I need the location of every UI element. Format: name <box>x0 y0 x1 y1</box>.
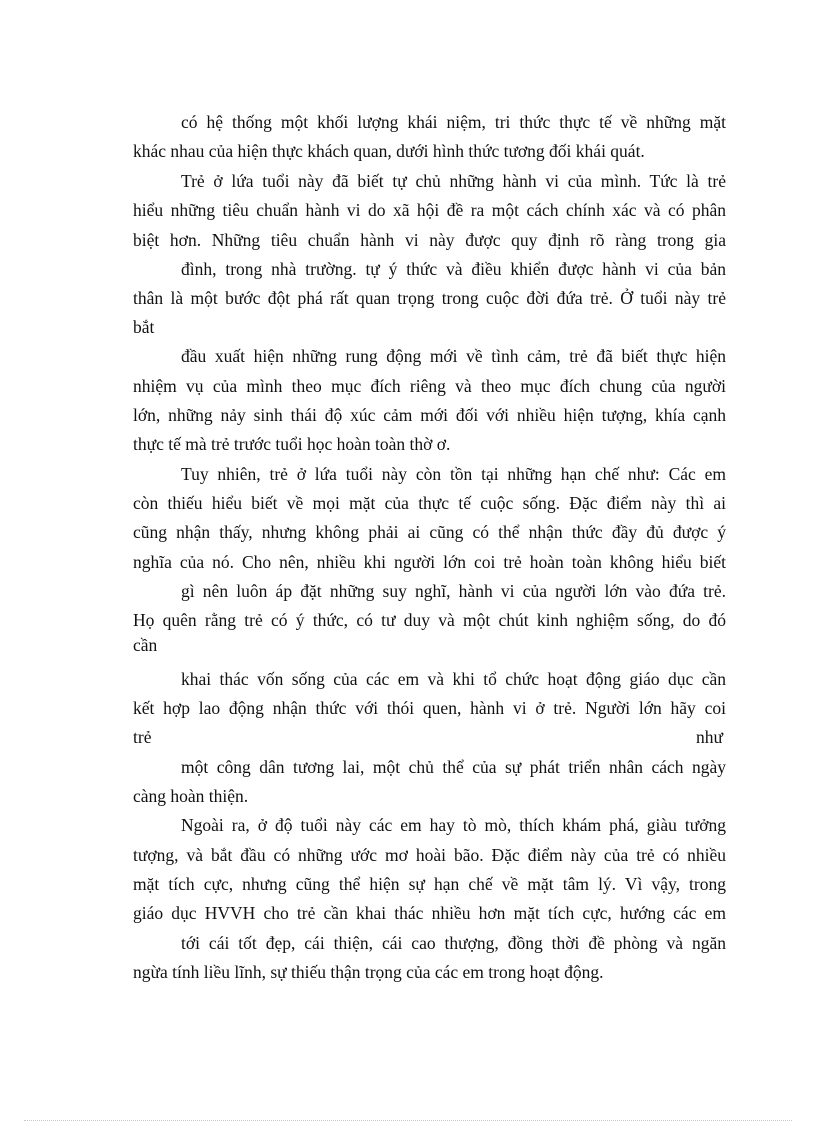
text-line: thân là một bước đột phá rất quan trọng trong cuộc đời đứa trẻ. Ở tuổi này trẻ <box>133 288 726 308</box>
text-line: ngừa tính liều lĩnh, sự thiếu thận trọng của các em trong hoạt động. <box>133 962 604 982</box>
text-line: tượng, và bắt đầu có những ước mơ hoài bão. Đặc điểm này của trẻ có nhiều <box>133 845 726 865</box>
text-line: càng hoàn thiện. <box>133 786 249 806</box>
text-line: cần <box>133 635 158 655</box>
text-line: bắt <box>133 317 155 337</box>
text-line: mặt tích cực, nhưng cũng thể hiện sự hạn chế về mặt tâm lý. Vì vậy, trong <box>133 874 726 894</box>
text-line: biệt hơn. Những tiêu chuẩn hành vi này được quy định rõ ràng trong gia <box>133 230 726 250</box>
page-bottom-divider <box>24 1120 792 1121</box>
text-line: còn thiếu hiểu biết về mọi mặt của thực tế cuộc sống. Đặc điểm này thì ai <box>133 493 726 513</box>
text-line: khai thác vốn sống của các em và khi tổ chức hoạt động giáo dục cần <box>181 669 726 689</box>
text-line: Ngoài ra, ở độ tuổi này các em hay tò mò, thích khám phá, giàu tưởng <box>181 815 726 835</box>
text-line: hiểu những tiêu chuẩn hành vi do xã hội đề ra một cách chính xác và có phân <box>133 200 726 220</box>
text-line: Tuy nhiên, trẻ ở lứa tuổi này còn tồn tại những hạn chế như: Các em <box>181 464 726 484</box>
text-line: một công dân tương lai, một chủ thể của sự phát triển nhân cách ngày <box>181 757 726 777</box>
text-line: lớn, những nảy sinh thái độ xúc cảm mới đối với nhiều hiện tượng, khía cạnh <box>133 405 726 425</box>
text-line: khác nhau của hiện thực khách quan, dưới hình thức tương đối khái quát. <box>133 141 645 161</box>
text-line: Họ quên rằng trẻ có ý thức, có tư duy và một chút kinh nghiệm sống, do đó <box>133 610 726 630</box>
text-line: thực tế mà trẻ trước tuổi học hoàn toàn thờ ơ. <box>133 434 451 454</box>
text-line: nghĩa của nó. Cho nên, nhiều khi người lớn coi trẻ hoàn toàn không hiểu biết <box>133 552 726 572</box>
text-line: gì nên luôn áp đặt những suy nghĩ, hành vi của người lớn vào đứa trẻ. <box>181 581 726 601</box>
text-line: kết hợp lao động nhận thức với thói quen, hành vi ở trẻ. Người lớn hãy coi <box>133 698 726 718</box>
text-line: nhiệm vụ của mình theo mục đích riêng và theo mục đích chung của người <box>133 376 726 396</box>
text-line: đình, trong nhà trường. tự ý thức và điều khiển được hành vi của bản <box>181 259 726 279</box>
text-line: trẻ <box>133 727 152 747</box>
text-line: có hệ thống một khối lượng khái niệm, tri thức thực tế về những mặt <box>181 112 726 132</box>
text-line: tới cái tốt đẹp, cái thiện, cái cao thượng, đồng thời đề phòng và ngăn <box>181 933 726 953</box>
text-line: cũng nhận thấy, nhưng không phải ai cũng có thể nhận thức đầy đủ được ý <box>133 522 726 542</box>
text-line: Trẻ ở lứa tuổi này đã biết tự chủ những hành vi của mình. Tức là trẻ <box>181 171 726 191</box>
text-line: như <box>696 727 723 747</box>
text-line: đầu xuất hiện những rung động mới về tình cảm, trẻ đã biết thực hiện <box>181 346 726 366</box>
text-line: giáo dục HVVH cho trẻ cần khai thác nhiều hơn mặt tích cực, hướng các em <box>133 903 726 923</box>
